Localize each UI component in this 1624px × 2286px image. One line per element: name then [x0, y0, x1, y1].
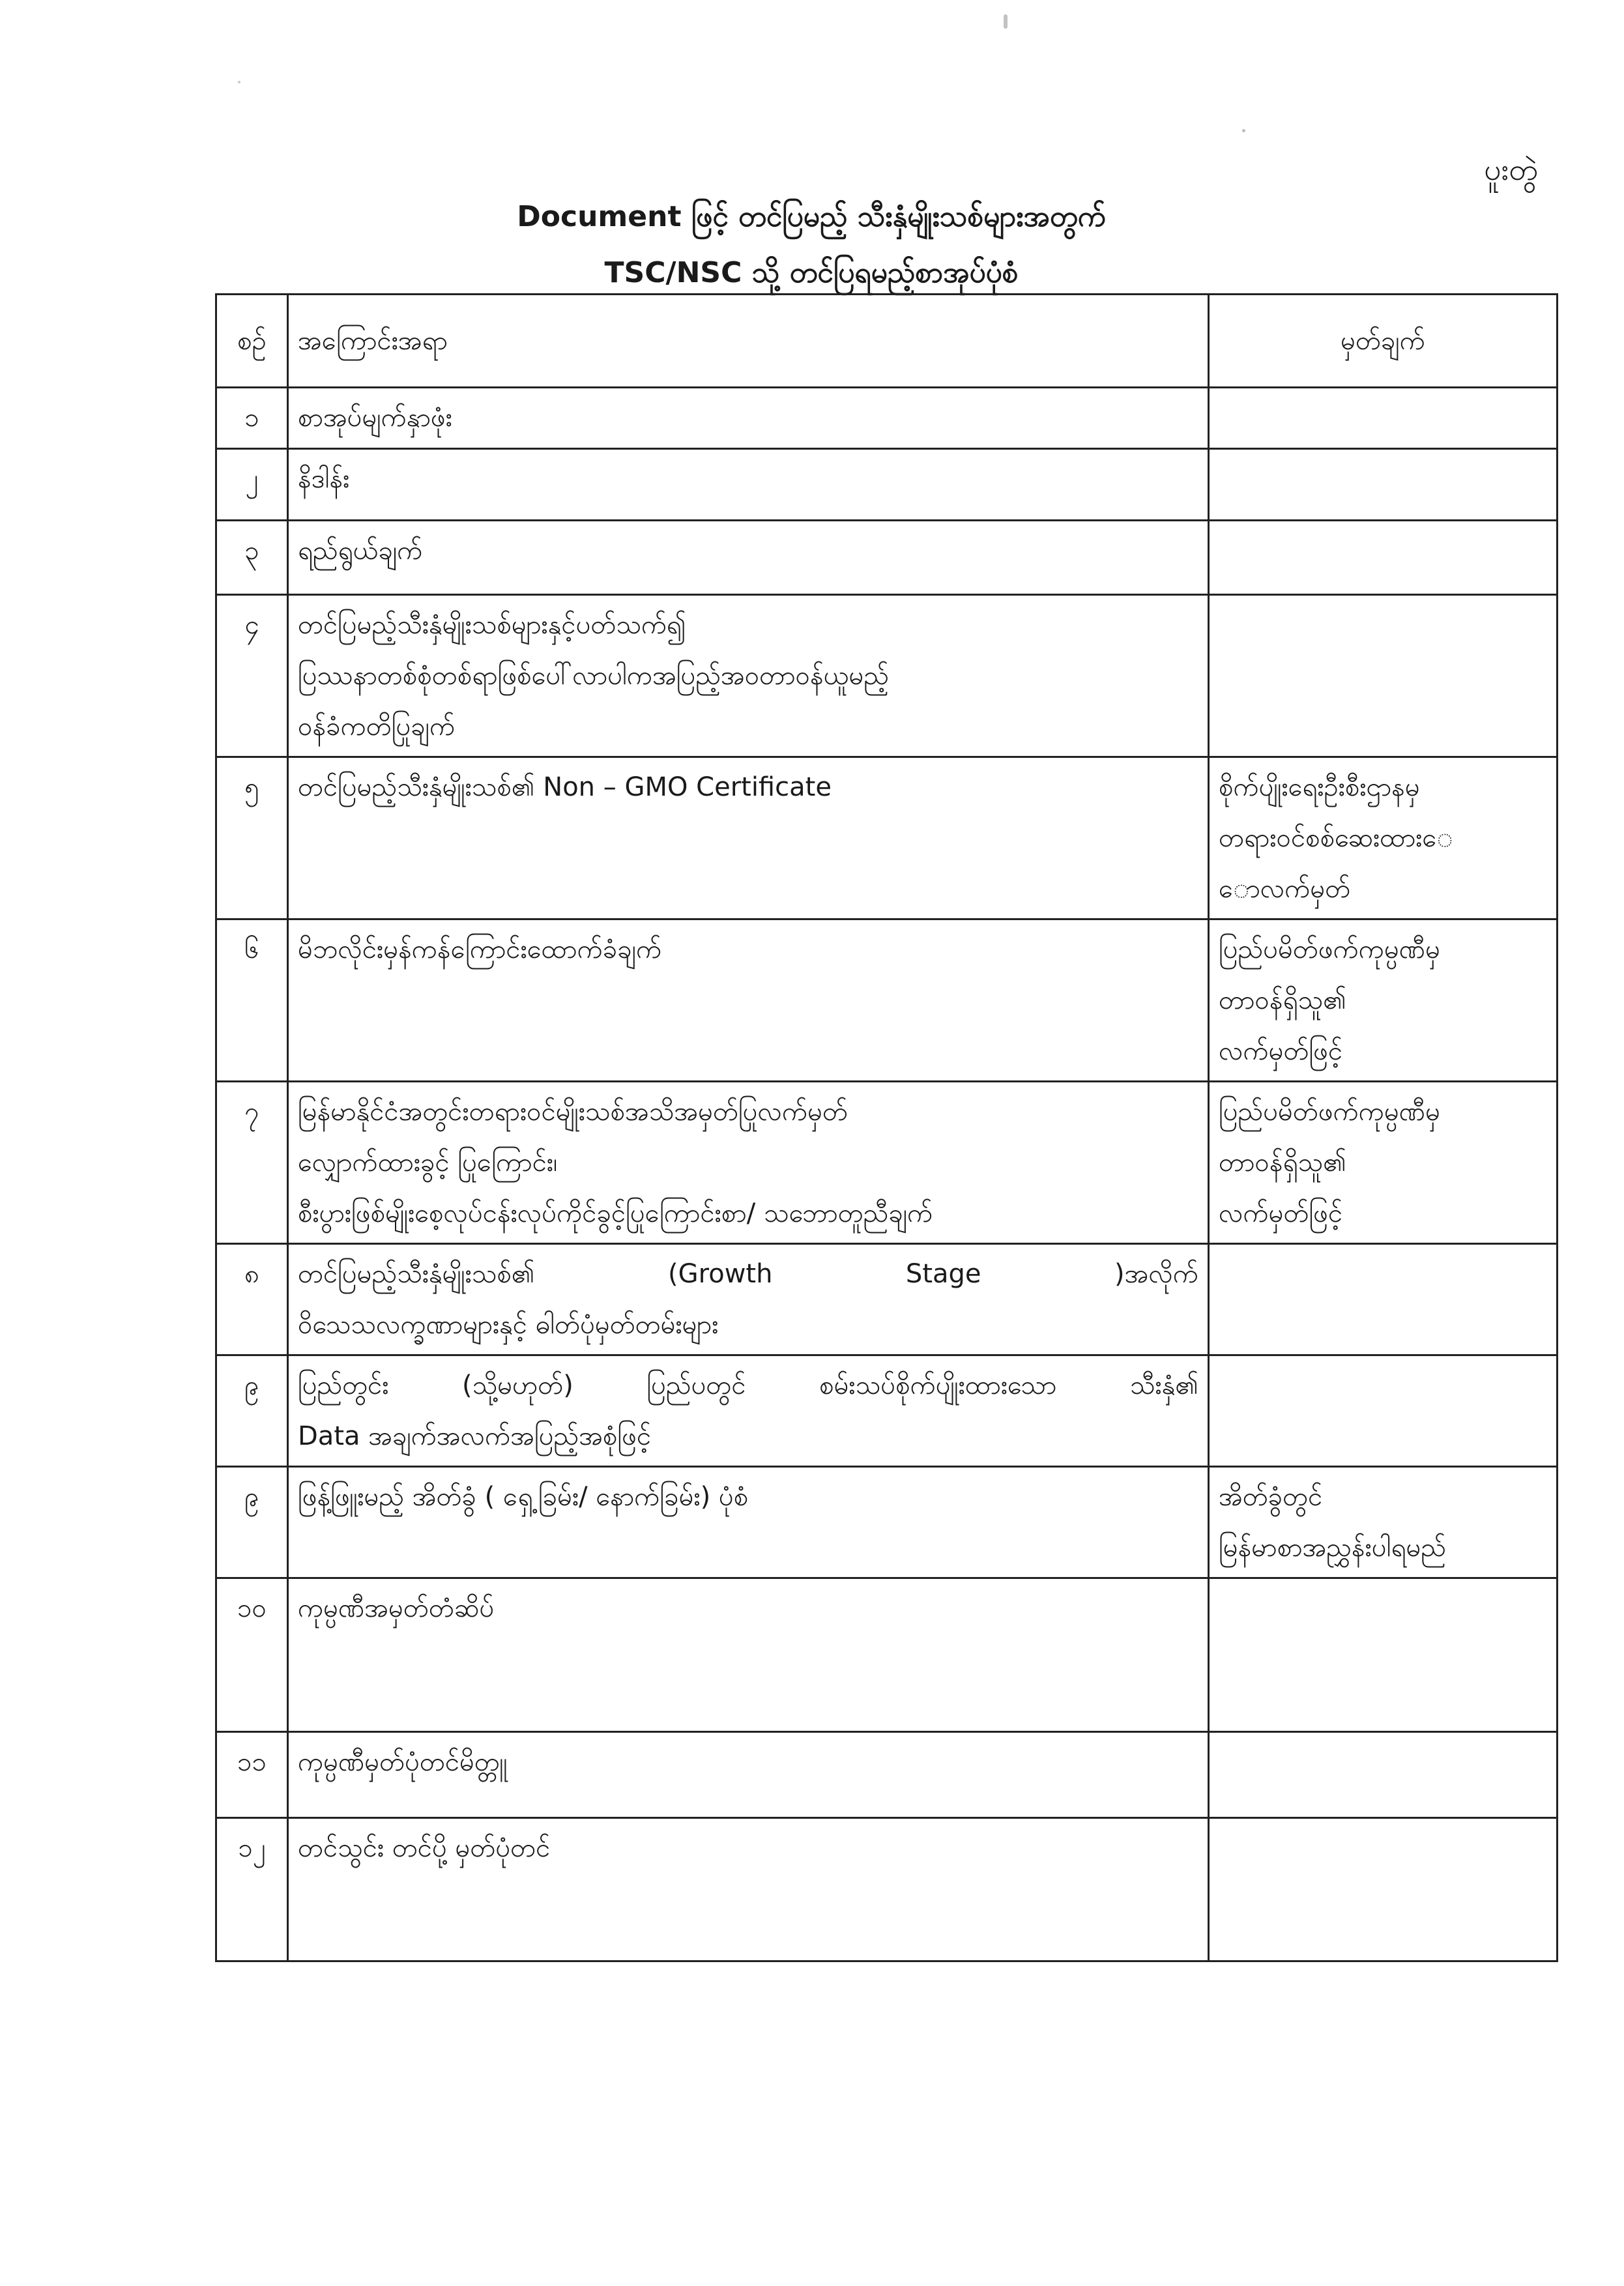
row-remark	[1209, 1467, 1558, 1578]
subject-word: Stage	[905, 1259, 981, 1289]
row-remark	[1209, 757, 1558, 919]
row-remark	[1209, 521, 1558, 595]
row-subject	[288, 1732, 1209, 1818]
remark-line: အိတ်ခွံတွင်	[1219, 1482, 1323, 1512]
row-remark	[1209, 1732, 1558, 1818]
row-serial-no: ၈	[216, 1244, 288, 1355]
row-subject	[288, 757, 1209, 919]
row-remark	[1209, 1244, 1558, 1355]
subject-line: ကုမ္ပဏီအမှတ်တံဆိပ်	[298, 1593, 495, 1623]
remark-line: စိုက်ပျိုးရေးဦးစီးဌာနမှ	[1219, 772, 1420, 802]
remark-line: ပြည်ပမိတ်ဖက်ကုမ္ပဏီမှ	[1219, 934, 1440, 964]
remark-line: မြန်မာစာအညွှန်းပါရမည်	[1219, 1533, 1446, 1563]
subject-line: ဝန်ခံကတိပြုချက်	[298, 712, 456, 742]
remark-line: လက်မှတ်ဖြင့်	[1219, 1036, 1343, 1066]
table-row	[216, 1578, 1558, 1732]
row-remark	[1209, 595, 1558, 757]
subject-line: လျှောက်ထားခွင့် ပြုကြောင်း၊	[298, 1148, 558, 1178]
row-subject	[288, 1467, 1209, 1578]
row-subject	[288, 1818, 1209, 1961]
subject-line	[298, 1360, 1198, 1411]
row-remark	[1209, 1082, 1558, 1244]
row-serial-no: ၁၁	[216, 1732, 288, 1818]
subject-word: )အလိုက်	[1114, 1259, 1198, 1289]
row-serial-no: ၇	[216, 1082, 288, 1244]
remark-line: ပြည်ပမိတ်ဖက်ကုမ္ပဏီမှ	[1219, 1097, 1440, 1127]
row-subject	[288, 1578, 1209, 1732]
subject-word: (သို့မဟုတ်)	[462, 1370, 573, 1400]
table-header-row	[216, 295, 1558, 388]
row-serial-no: ၉	[216, 1355, 288, 1467]
row-subject	[288, 521, 1209, 595]
remark-line: တာဝန်ရှိသူ၏	[1219, 1148, 1346, 1178]
row-serial-no: ၁၂	[216, 1818, 288, 1961]
scan-speck	[1004, 14, 1008, 29]
row-subject	[288, 1355, 1209, 1467]
subject-line: တင်သွင်း တင်ပို့ မှတ်ပုံတင်	[298, 1833, 551, 1863]
row-serial-no: ၉	[216, 1467, 288, 1578]
header-subject: အကြောင်းအရာ	[288, 295, 1209, 388]
table-row	[216, 1732, 1558, 1818]
subject-line: တင်ပြမည့်သီးနှံမျိုးသစ်၏ Non – GMO Certificate	[298, 772, 832, 802]
subject-line: မြန်မာနိုင်ငံအတွင်းတရားဝင်မျိုးသစ်အသိအမှတ်ပြုလက်မှတ်	[298, 1097, 848, 1127]
row-serial-no: ၃	[216, 521, 288, 595]
table-row	[216, 388, 1558, 449]
remark-line: ောလက်မှတ်	[1219, 874, 1351, 904]
row-remark	[1209, 1578, 1558, 1732]
row-remark	[1209, 1355, 1558, 1467]
table-row	[216, 1467, 1558, 1578]
submission-checklist-table	[215, 293, 1558, 1962]
table-row	[216, 1818, 1558, 1961]
row-serial-no: ၄	[216, 595, 288, 757]
table-row	[216, 449, 1558, 521]
remark-line: လက်မှတ်ဖြင့်	[1219, 1198, 1343, 1228]
subject-line: ဖြန့်ဖြူးမည့် အိတ်ခွံ ( ရှေ့ခြမ်း/ နောက်ခြမ်း) ပုံစံ	[298, 1482, 749, 1512]
row-remark	[1209, 388, 1558, 449]
subject-line	[298, 1249, 1198, 1299]
row-serial-no: ၅	[216, 757, 288, 919]
row-subject	[288, 449, 1209, 521]
header-remark: မှတ်ချက်	[1209, 295, 1558, 388]
row-serial-no: ၂	[216, 449, 288, 521]
subject-line: ဝိသေသလက္ခဏာများနှင့် ဓါတ်ပုံမှတ်တမ်းများ	[298, 1310, 719, 1340]
scan-speck	[1242, 129, 1245, 132]
row-subject	[288, 1244, 1209, 1355]
table-row	[216, 595, 1558, 757]
row-serial-no: ၁၀	[216, 1578, 288, 1732]
row-remark	[1209, 919, 1558, 1082]
scan-speck	[238, 81, 240, 83]
subject-word: တင်ပြမည့်သီးနှံမျိုးသစ်၏	[298, 1259, 535, 1289]
title-line-1: Document ဖြင့် တင်ပြမည့် သီးနှံမျိုးသစ်များအတွက်	[517, 200, 1106, 233]
subject-line: Data အချက်အလက်အပြည့်အစုံဖြင့်	[298, 1421, 652, 1451]
attachment-label: ပူးတွဲ	[1484, 152, 1538, 187]
subject-word: ပြည်တွင်း	[298, 1370, 389, 1400]
header-serial-no: စဉ်	[216, 295, 288, 388]
row-subject	[288, 1082, 1209, 1244]
row-subject	[288, 919, 1209, 1082]
table-row	[216, 521, 1558, 595]
subject-word: ပြည်ပတွင်	[646, 1370, 746, 1400]
table-row	[216, 757, 1558, 919]
table-row	[216, 1355, 1558, 1467]
document-title	[215, 189, 1408, 301]
subject-word: စမ်းသပ်စိုက်ပျိုးထားသော	[819, 1370, 1057, 1400]
row-remark	[1209, 449, 1558, 521]
subject-word: သီးနှံ၏	[1129, 1370, 1198, 1400]
table-row	[216, 919, 1558, 1082]
table-row	[216, 1244, 1558, 1355]
subject-line: ကုမ္ပဏီမှတ်ပုံတင်မိတ္တူ	[298, 1747, 508, 1777]
remark-line: တရားဝင်စစ်ဆေးထားေ	[1219, 823, 1453, 853]
title-line-2: TSC/NSC သို့ တင်ပြရမည့်စာအုပ်ပုံစံ	[604, 256, 1019, 289]
subject-line: မိဘလိုင်းမှန်ကန်ကြောင်းထောက်ခံချက်	[298, 934, 662, 964]
subject-line: နိဒါန်း	[298, 464, 350, 494]
row-serial-no: ၆	[216, 919, 288, 1082]
row-serial-no: ၁	[216, 388, 288, 449]
subject-line: တင်ပြမည့်သီးနှံမျိုးသစ်များနှင့်ပတ်သက်၍	[298, 610, 687, 640]
row-remark	[1209, 1818, 1558, 1961]
table-row	[216, 1082, 1558, 1244]
subject-line: စာအုပ်မျက်နှာဖုံး	[298, 403, 452, 433]
subject-line: ပြဿနာတစ်စုံတစ်ရာဖြစ်ပေါ်လာပါကအပြည့်အဝတာဝန်ယူမည့်	[298, 661, 890, 691]
subject-line: ရည်ရွယ်ချက်	[298, 536, 423, 566]
row-subject	[288, 595, 1209, 757]
subject-word: (Growth	[668, 1259, 773, 1289]
subject-line: စီးပွားဖြစ်မျိုးစေ့လုပ်ငန်းလုပ်ကိုင်ခွင့်ပြုကြောင်းစာ/ သဘောတူညီချက်	[298, 1198, 933, 1228]
row-subject	[288, 388, 1209, 449]
remark-line: တာဝန်ရှိသူ၏	[1219, 985, 1346, 1015]
